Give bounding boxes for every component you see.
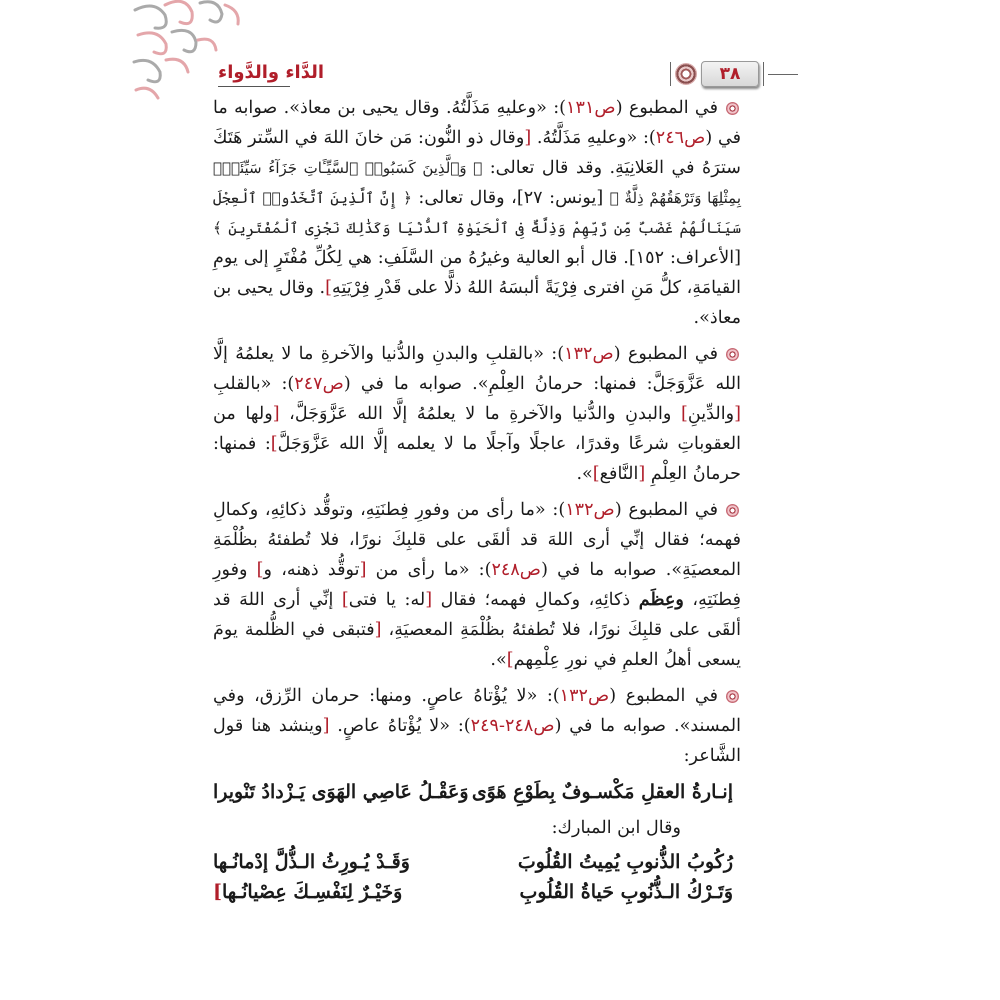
paragraph-text: ولها من العقوباتِ شرعًا وقدرًا، عاجلًا وآجلًا ما لا يعلمه إلَّا الله عَزَّوَجَلَّ (213, 404, 742, 454)
red-marker: ] (256, 560, 264, 580)
title-underline (218, 86, 290, 87)
poem-verse (213, 847, 741, 877)
paragraph-text: والدِّينِ (687, 404, 735, 424)
paragraph-text: ): «لا يُؤْتاهُ عاصٍ. ومنها: حرمان الرِّزق، وفي المسند». صوابه ما في ( (213, 686, 741, 736)
paragraph-text: له: يا فتى (348, 590, 426, 610)
red-marker: [ (638, 464, 646, 484)
paragraph-text: في المطبوع ( (613, 344, 718, 364)
paragraph-text: وفورِ فِطنَتِهِ، (213, 560, 742, 610)
verse-first-hemistich: وَتَـرْكُ الـذُّنُوبِ حَياةُ القُلُوبِ (519, 881, 733, 903)
paragraph-list (213, 93, 741, 771)
paragraph-text: في المطبوع ( (614, 500, 718, 520)
verse-first-hemistich: رُكُوبُ الذُّنوبِ يُمِيتُ القُلُوبَ (517, 851, 733, 873)
red-marker: ص٢٤٦ (655, 128, 706, 148)
paragraph-text: ذكائِهِ، وكمالِ فهمه؛ فقال (432, 590, 639, 610)
red-marker: ] (341, 590, 349, 610)
rosette-bullet-icon (726, 690, 739, 703)
rosette-bullet-icon (726, 348, 739, 361)
header-divider (763, 62, 764, 86)
red-marker: [ (322, 716, 330, 736)
verse-text: وَخَيْـرٌ لِنَفْسِـكَ عِصْيانُـها (222, 881, 403, 903)
red-marker: ص١٣١ (566, 98, 616, 118)
paragraph-text: ): «وعليهِ مَذَلَّتُهُ. وقال يحيى بن معاذ». صوابه ما في ( (213, 98, 742, 148)
red-marker: ص١٣٢ (565, 500, 615, 520)
paragraph-text: والبدنِ والدُّنيا والآخرةِ ما لا يعلمُهُ إلَّا الله عَزَّوَجَلَّ، (279, 404, 681, 424)
paragraph-text: في المطبوع ( (609, 686, 718, 706)
poem-verse (213, 777, 741, 807)
book-title: الدَّاء والدَّواء (218, 62, 325, 83)
red-marker: [ (359, 560, 367, 580)
red-marker: [ (425, 590, 433, 610)
paragraph-text: فتبقى في الظُّلمة يومَ يسعى أهلُ العلمِ في نورِ عِلْمِهم (213, 620, 741, 670)
paragraph-text: وعِظَم (638, 589, 684, 610)
verse-second-hemistich (213, 877, 402, 907)
red-marker: ] (592, 464, 600, 484)
red-marker: ] (680, 404, 688, 424)
red-marker: [ (272, 404, 280, 424)
red-marker: ص١٣٢ (559, 686, 610, 706)
paragraph-text: ». (490, 650, 507, 670)
verse-second-hemistich: وَعَقْـلُ عَاصِي الهَوَى يَـزْدادُ تَنْويرا (213, 781, 469, 803)
header-divider (670, 62, 671, 86)
red-marker: ص٢٤٨ (491, 560, 542, 580)
paragraph-text: ». (576, 464, 593, 484)
red-marker: ص٢٤٧ (294, 374, 344, 394)
verse-second-hemistich: وَقَـدْ يُـورِثُ الـذُّلَّ إدْمانُـها (213, 851, 410, 873)
rosette-icon (675, 63, 697, 85)
quran-verse: ﴿ إِنَّ ٱلَّذِينَ ٱتَّخَذُوا۟ ٱلْعِجْلَ سَيَنَالُهُمْ غَضَبٌ مِّن رَّبِّهِمْ وَذِلَّةٌ فِى ٱلْحَيَوٰةِ ٱلدُّنْيَا وَكَذَٰلِكَ نَجْزِى ٱلْمُفْتَرِينَ ﴾ (213, 189, 741, 237)
poem-intro: وقال ابن المبارك: (551, 818, 681, 838)
paragraph-text: وقال ذو النُّون: مَن خانَ اللهَ في السِّتر هَتَكَ سترَهُ في العَلانِيَةِ. وقد قال تعالى: (213, 128, 742, 178)
correction-paragraph (213, 681, 741, 771)
paragraph-text: ): «ما رأى من (366, 560, 492, 580)
paragraph-text: [يونس: ٢٧]، وقال تعالى: (411, 188, 610, 208)
red-marker: [ (524, 128, 532, 148)
correction-paragraph (213, 339, 741, 489)
paragraph-text: ): «ما رأى من وفورِ فِطنَتِهِ، وتوقُّد ذكائِهِ، وكمالِ فهمه؛ فقال إنِّي أرى اللهَ قد ألقَى على قلبِكَ نورًا، فلا تُطفئهُ بظُلْمَةِ المعصيَةِ». صوابه ما في ( (213, 500, 741, 580)
quran-verse: ﴿ وَٱلَّذِينَ كَسَبُوا۟ ٱلسَّيِّـَٔاتِ جَزَآءُ سَيِّئَةٍۭ بِمِثْلِهَا وَتَرْهَقُهُمْ ذِلَّةٌ ﴾ (213, 159, 742, 207)
red-marker: [ (374, 620, 382, 640)
poem-verse (213, 877, 741, 907)
correction-paragraph (213, 93, 741, 333)
red-marker: ص٢٤٨-٢٤٩ (470, 716, 555, 736)
paragraph-text: [الأعراف: ١٥٢]. قال أبو العالية وغيرُهُ من السَّلَفِ: هي لِكُلِّ مُفْتَرٍ إلى يومِ القيامَةِ، كلُّ مَنِ افترى فِرْيَةً ألبسَهُ اللهُ ذلًّا على قَدْرِ فِرْيَتِهِ (213, 248, 742, 298)
paragraph-text: ): «لا يُؤْتاهُ عاصٍ. (329, 716, 471, 736)
correction-paragraph (213, 495, 741, 675)
rosette-bullet-icon (726, 102, 739, 115)
page-content (213, 93, 741, 907)
closing-bracket: ] (213, 881, 222, 903)
paragraph-text: النَّافع (599, 464, 639, 484)
paragraph-text: إنِّي أرى اللهَ قد ألقَى على قلبِكَ نورًا، فلا تُطفئهُ بظُلْمَةِ المعصيَةِ، (213, 590, 742, 640)
paragraph-text: ): «وعليهِ مَذَلَّتُهُ. (531, 128, 656, 148)
paragraph-text: في المطبوع ( (615, 98, 719, 118)
paragraph-text: . وقال يحيى بن معاذ». (213, 278, 741, 328)
red-marker: ] (270, 434, 278, 454)
rosette-bullet-icon (726, 504, 739, 517)
paragraph-text: : فمنها: حرمانُ العِلْمِ (213, 434, 741, 484)
page-number-badge: ٣٨ (701, 61, 759, 87)
paragraph-text: وينشد هنا قول الشَّاعر: (213, 716, 741, 766)
red-marker: [ (734, 404, 741, 424)
red-marker: ] (325, 278, 333, 298)
page-number-header (670, 60, 798, 88)
red-marker: ص١٣٢ (564, 344, 614, 364)
paragraph-text: ): «بالقلبِ والبدنِ والدُّنيا والآخرةِ ما لا يعلمُهُ إلَّا الله عَزَّوَجَلَّ: فمنها: حرمانُ العِلْمِ». صوابه ما في ( (213, 344, 741, 394)
paragraph-text: ): «بالقلبِ (213, 374, 295, 394)
verse-first-hemistich: إنـارةُ العقلِ مَكْسـوفٌ بِطَوْعِ هَوًى (471, 781, 733, 803)
paragraph-text: توقُّد ذهنه، و (263, 560, 360, 580)
red-marker: ] (506, 650, 514, 670)
header-rule (768, 74, 798, 75)
